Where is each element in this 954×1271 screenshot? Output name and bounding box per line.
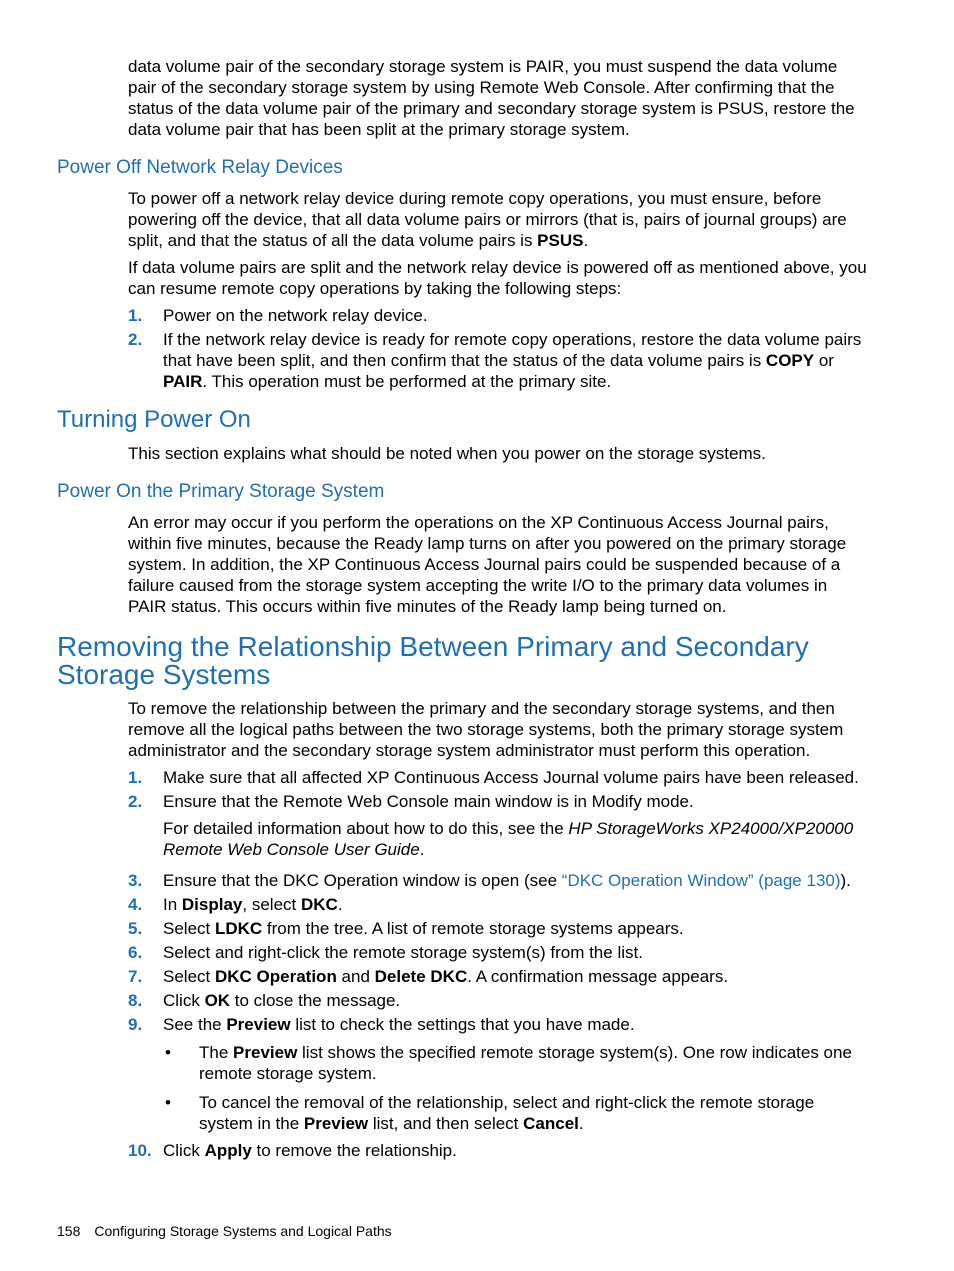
- bullet-icon: •: [165, 1043, 171, 1062]
- power-on-primary-paragraph: An error may occur if you perform the operations on the XP Continuous Access Journal pairs, within five minutes, because the Ready lamp turns on after you powered on the primary storage system. In addition, the XP Continuous Access Journal pairs could be suspended because of a failure caused from the storage system accepting the write I/O to the primary data volumes in PAIR status. This occurs within five minutes of the Ready lamp being turned on.: [128, 513, 847, 616]
- step-number: 4.: [128, 895, 143, 914]
- step-number: 1.: [128, 306, 143, 325]
- step-text: See the Preview list to check the settings that you have made.: [163, 1015, 635, 1034]
- turning-power-on-paragraph: This section explains what should be noted when you power on the storage systems.: [128, 444, 766, 463]
- step-text: Click Apply to remove the relationship.: [163, 1141, 457, 1160]
- step-text: Click OK to close the message.: [163, 991, 401, 1010]
- step-text: Ensure that the Remote Web Console main window is in Modify mode.: [163, 792, 694, 811]
- heading-power-on-primary-storage-system: Power On the Primary Storage System: [57, 481, 385, 502]
- step-text: Select DKC Operation and Delete DKC. A confirmation message appears.: [163, 967, 729, 986]
- intro-paragraph: data volume pair of the secondary storage system is PAIR, you must suspend the data volume pair of the secondary storage system by using Remote Web Console. After confirming that the status of the data volume pair of the primary and secondary storage system is PSUS, restore the data volume pair that has been split at the primary storage system.: [128, 57, 855, 139]
- bullet-icon: •: [165, 1093, 171, 1112]
- step-text: In Display, select DKC.: [163, 895, 343, 914]
- bullet-text: To cancel the removal of the relationship, select and right-click the remote storage system in the Preview list, and then select Cancel.: [199, 1093, 815, 1133]
- step-text: Make sure that all affected XP Continuous Access Journal volume pairs have been released.: [163, 768, 859, 787]
- step-number: 3.: [128, 871, 143, 890]
- step-number: 2.: [128, 330, 143, 349]
- heading-removing-relationship: Removing the Relationship Between Primary and Secondary Storage Systems: [57, 631, 809, 690]
- power-off-paragraph-2: If data volume pairs are split and the network relay device is powered off as mentioned above, you can resume remote copy operations by taking the following steps:: [128, 258, 867, 298]
- chapter-title: Configuring Storage Systems and Logical Paths: [94, 1223, 392, 1239]
- step-number: 1.: [128, 768, 143, 787]
- step-text: If the network relay device is ready for remote copy operations, restore the data volume pairs that have been split, and then confirm that the status of the data volume pairs is COPY or PAIR. This operation must be performed at the primary site.: [163, 330, 862, 391]
- step-number: 8.: [128, 991, 143, 1010]
- power-off-paragraph-1: To power off a network relay device during remote copy operations, you must ensure, before powering off the device, that all data volume pairs or mirrors (that is, pairs of journal groups) are split, and that the status of all the data volume pairs is PSUS.: [128, 189, 847, 250]
- step-number: 10.: [128, 1141, 152, 1160]
- step-number: 9.: [128, 1015, 143, 1034]
- dkc-operation-window-link[interactable]: “DKC Operation Window” (page 130): [561, 871, 841, 890]
- step-number: 2.: [128, 792, 143, 811]
- step-text: Power on the network relay device.: [163, 306, 428, 325]
- removing-step-2-note: For detailed information about how to do this, see the HP StorageWorks XP24000/XP20000 Remote Web Console User Guide.: [163, 819, 854, 859]
- heading-turning-power-on: Turning Power On: [57, 406, 251, 433]
- step-number: 5.: [128, 919, 143, 938]
- step-text: Select and right-click the remote storage system(s) from the list.: [163, 943, 643, 962]
- removing-paragraph: To remove the relationship between the primary and the secondary storage systems, and then remove all the logical paths between the two storage systems, both the primary storage system administrator and the secondary storage system administrator must perform this operation.: [128, 699, 844, 760]
- step-number: 7.: [128, 967, 143, 986]
- step-text: Ensure that the DKC Operation window is open (see “DKC Operation Window” (page 130)).: [163, 871, 851, 890]
- page-number: 158: [57, 1223, 81, 1239]
- bullet-text: The Preview list shows the specified remote storage system(s). One row indicates one remote storage system.: [199, 1043, 852, 1083]
- step-number: 6.: [128, 943, 143, 962]
- heading-power-off-network-relay-devices: Power Off Network Relay Devices: [57, 157, 343, 178]
- page-footer: [57, 1222, 392, 1240]
- step-text: Select LDKC from the tree. A list of remote storage systems appears.: [163, 919, 684, 938]
